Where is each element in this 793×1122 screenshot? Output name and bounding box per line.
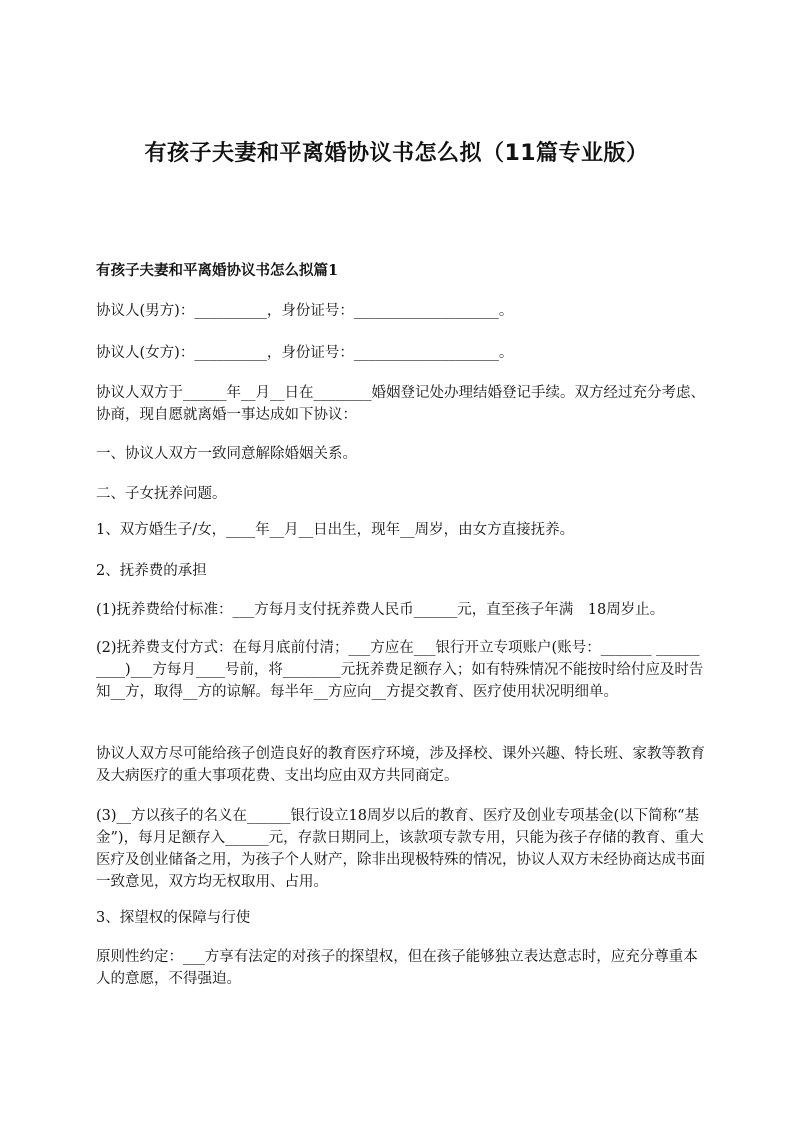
party-female-line: 协议人(女方)：__________，身份证号：____________________。 bbox=[96, 345, 514, 361]
education-medical-paragraph: 协议人双方尽可能给孩子创造良好的教育医疗环境，涉及择校、课外兴趣、特长班、家教等教育及大病医疗的重大事项花费、支出均应由双方共同商定。 bbox=[96, 746, 705, 784]
clause-dissolution: 一、协议人双方一致同意解除婚姻关系。 bbox=[96, 446, 357, 462]
support-standard-paragraph: (1)抚养费给付标准：___方每月支付抚养费人民币______元，直至孩子年满 18周岁止。 bbox=[96, 602, 665, 618]
support-cost-heading: 2、抚养费的承担 bbox=[96, 563, 207, 579]
section-heading: 有孩子夫妻和平离婚协议书怎么拟篇1 bbox=[96, 262, 339, 279]
visitation-principle-paragraph: 原则性约定：___方享有法定的对孩子的探望权，但在孩子能够独立表达意志时，应充分尊重本人的意愿，不得强迫。 bbox=[96, 949, 698, 987]
clause-child-custody: 二、子女抚养问题。 bbox=[96, 486, 227, 502]
marriage-registration-paragraph: 协议人双方于______年__月__日在________婚姻登记处办理结婚登记手续。双方经过充分考虑、协商，现自愿就离婚一事达成如下协议： bbox=[96, 385, 705, 423]
document-title: 有孩子夫妻和平离婚协议书怎么拟（11篇专业版） bbox=[144, 141, 649, 166]
support-payment-paragraph: (2)抚养费支付方式：在每月底前付清；___方应在___银行开立专项账户(账号：_______ __________)___方每月____号前，将________元抚养费足额存入；如有特殊情况不能按时给付应及时告知__方，取得__方的谅解。每半年__方应向__方提交教育、医疗使用状况明细单。 bbox=[96, 640, 704, 700]
party-male-line: 协议人(男方)：__________，身份证号：____________________。 bbox=[96, 303, 514, 319]
child-fund-paragraph: (3)__方以孩子的名义在______银行设立18周岁以后的教育、医疗及创业专项基金(以下简称“基金”)，每月足额存入______元，存款日期同上，该款项专款专用，只能为孩子存储的教育、重大医疗及创业储备之用，为孩子个人财产，除非出现极特殊的情况，协议人双方未经协商达成书面一致意见，双方均无权取用、占用。 bbox=[96, 808, 705, 890]
child-info-paragraph: 1、双方婚生子/女，____年__月__日出生，现年__周岁，由女方直接抚养。 bbox=[96, 522, 575, 538]
visitation-heading: 3、探望权的保障与行使 bbox=[96, 910, 251, 926]
